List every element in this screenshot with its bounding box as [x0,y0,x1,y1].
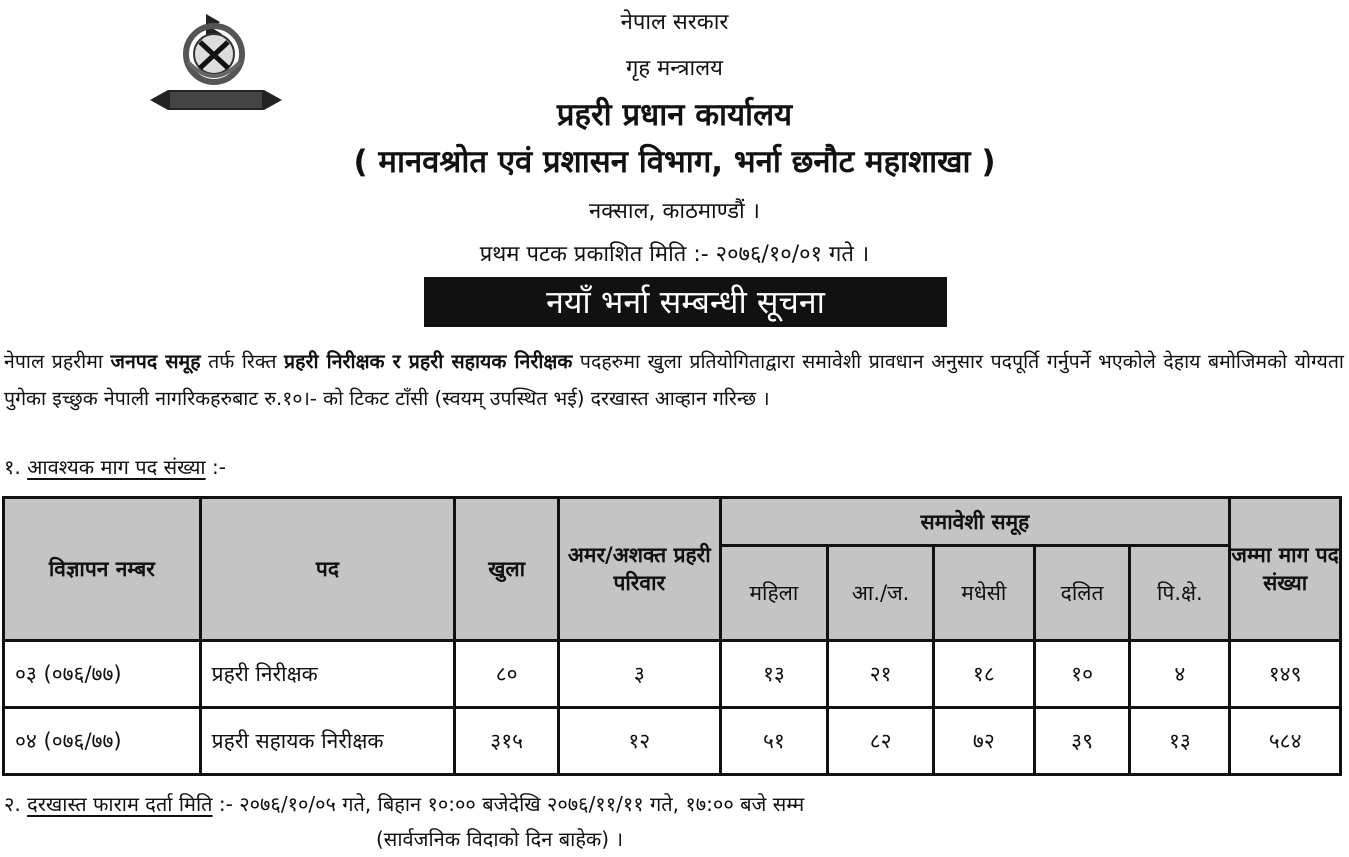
header-published-date: प्रथम पटक प्रकाशित मिति :- २०७६/१०/०१ गते । [479,242,870,267]
application-dates: :- २०७६/१०/०५ गते, बिहान १०:०० बजेदेखि २०७६/११/११ गते, १७:०० बजे सम्म [212,792,805,816]
cell-dalit: १० [1034,641,1130,708]
cell-total: ५८४ [1230,708,1341,775]
section-title: आवश्यक माग पद संख्या [27,455,206,479]
header-department: ( मानवश्रोत एवं प्रशासन विभाग, भर्ना छनौट महाशाखा ) [353,144,996,180]
header-total: जम्मा माग पद संख्या [1230,498,1341,641]
intro-text: तर्फ रिक्त [200,350,285,373]
header-inclusive-group: समावेशी समूह [720,498,1230,546]
intro-text: पदहरुमा खुला प्रतियोगिताद्वारा समावेशी प्रावधान अनुसार पदपूर्ति गर्नुपर्ने भएकोले देहाय बमोजिमको योग्यता पुगेका इच्छुक नेपाली नागरिकहरुबाट रु.१०।- को टिकट टाँसी (स्वयम् उपस्थित भई) दरखास्त आव्हान गरिन्छ । [4,350,1344,410]
cell-madhesi: ७२ [933,708,1034,775]
header-backward-region: पि.क्षे. [1130,546,1230,641]
header-ministry: गृह मन्त्रालय [626,56,723,81]
section-number: १. [4,455,21,479]
header-janajati: आ./ज. [828,546,934,641]
section-title: दरखास्त फाराम दर्ता मिति [27,792,213,816]
header-address: नक्साल, काठमाण्डौं । [588,199,761,224]
cell-martyr: १२ [559,708,721,775]
section-2-heading [4,790,804,817]
intro-bold: जनपद समूह [110,350,201,373]
vacancy-table [2,496,1342,776]
header-madhesi: मधेसी [933,546,1034,641]
cell-madhesi: १८ [933,641,1034,708]
cell-post: प्रहरी निरीक्षक [200,641,455,708]
header-government: नेपाल सरकार [620,10,729,35]
header-open: खुला [455,498,559,641]
holiday-note: (सार्वजनिक विदाको दिन बाहेक) । [376,827,624,851]
cell-open: ८० [455,641,559,708]
cell-open: ३१५ [455,708,559,775]
intro-paragraph [4,343,1344,417]
header-ad-no: विज्ञापन नम्बर [4,498,201,641]
cell-ad-no: ०३ (०७६/७७) [4,641,201,708]
cell-martyr: ३ [559,641,721,708]
intro-text: नेपाल प्रहरीमा [4,350,111,373]
section-1-heading [4,453,226,480]
intro-bold: प्रहरी निरीक्षक र प्रहरी सहायक निरीक्षक [284,350,573,373]
notice-banner: नयाँ भर्ना सम्बन्धी सूचना [424,277,947,327]
cell-women: १३ [720,641,828,708]
cell-women: ५१ [720,708,828,775]
cell-total: १४९ [1230,641,1341,708]
header-office: प्रहरी प्रधान कार्यालय [556,97,793,133]
header-dalit: दलित [1034,546,1130,641]
header-post: पद [200,498,455,641]
cell-post: प्रहरी सहायक निरीक्षक [200,708,455,775]
cell-ad-no: ०४ (०७६/७७) [4,708,201,775]
section-number: २. [4,792,21,816]
header-women: महिला [720,546,828,641]
header-martyr-family: अमर/अशक्त प्रहरी परिवार [559,498,721,641]
cell-janajati: ८२ [828,708,934,775]
table-row [4,641,1341,708]
cell-backward: ४ [1130,641,1230,708]
cell-dalit: ३९ [1034,708,1130,775]
cell-janajati: २१ [828,641,934,708]
cell-backward: १३ [1130,708,1230,775]
section-suffix: :- [205,455,226,479]
table-row [4,708,1341,775]
